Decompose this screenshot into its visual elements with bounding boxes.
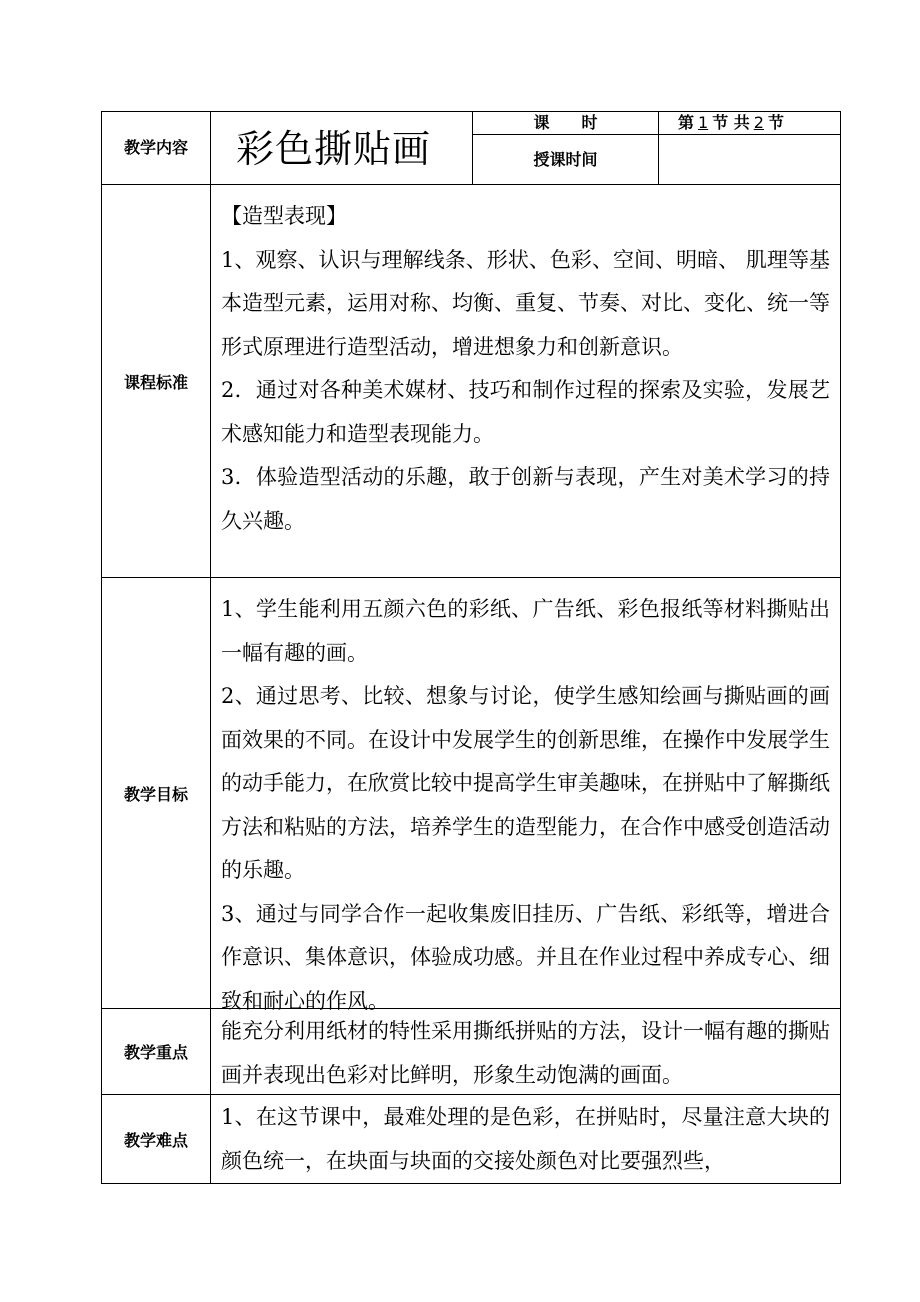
course-standard-label: 课程标准: [102, 185, 211, 577]
period-mid: 节 共: [712, 113, 750, 132]
row-difficulties: [101, 1095, 841, 1184]
header-block: [101, 111, 841, 185]
row-key-points: [101, 1009, 841, 1095]
standard-line-2: 1、观察、认识与理解线条、形状、色彩、空间、明暗、 肌理等基本造型元素，运用对称、均衡、重复、节奏、对比、变化、统一等形式原理进行造型活动，增进想象力和创新意识。: [221, 247, 830, 359]
period-label: 课 时: [533, 113, 598, 132]
row-course-standard: [101, 185, 841, 578]
lesson-plan-table: [101, 111, 841, 1184]
period-total-number: 2: [753, 113, 764, 132]
lesson-title: 彩色撕贴画: [236, 127, 432, 171]
goals-line-2: 2、通过思考、比较、想象与讨论，使学生感知绘画与撕贴画的画面效果的不同。在设计中发展学生的创新思维，在操作中发展学生的动手能力，在欣赏比较中提高学生审美趣味，在拼贴中了解撕纸方法和粘贴的方法，培养学生的造型能力，在合作中感受创造活动的乐趣。: [221, 684, 830, 882]
course-standard-content: [211, 185, 840, 577]
goals-line-3: 3、通过与同学合作一起收集废旧挂历、广告纸、彩纸等，增进合作意识、集体意识，体验成功感。并且在作业过程中养成专心、细致和耐心的作风。: [221, 901, 830, 1013]
content-label: 教学内容: [123, 138, 188, 157]
teaching-time-label: 授课时间: [533, 150, 598, 169]
period-prefix: 第: [678, 113, 695, 132]
teaching-time-value: [659, 135, 842, 184]
period-value: [678, 112, 842, 134]
difficulties-line-1: 1、在这节课中，最难处理的是色彩，在拼贴时，尽量注意大块的颜色统一，在块面与块面的交接处颜色对比要强烈些，: [221, 1105, 830, 1173]
period-section-number: 1: [698, 113, 709, 132]
standard-line-3: 2．通过对各种美术媒材、技巧和制作过程的探索及实验，发展艺术感知能力和造型表现能力。: [221, 378, 830, 446]
key-points-line-1: 能充分利用纸材的特性采用撕纸拼贴的方法，设计一幅有趣的撕贴画并表现出色彩对比鲜明，形象生动饱满的画面。: [221, 1019, 830, 1087]
standard-line-4: 3．体验造型活动的乐趣，敢于创新与表现，产生对美术学习的持久兴趣。: [221, 465, 830, 533]
period-suffix: 节: [767, 113, 784, 132]
difficulties-content: [211, 1095, 840, 1183]
goals-line-1: 1、学生能利用五颜六色的彩纸、广告纸、彩色报纸等材料撕贴出一幅有趣的画。: [221, 597, 830, 665]
teaching-goals-content: [211, 578, 840, 1013]
difficulties-label: 教学难点: [102, 1095, 211, 1183]
key-points-label: 教学重点: [102, 1009, 211, 1094]
row-teaching-goals: [101, 578, 841, 1013]
standard-line-1: 【造型表现】: [221, 204, 347, 228]
teaching-goals-label: 教学目标: [102, 578, 211, 1008]
key-points-content: [211, 1009, 840, 1094]
